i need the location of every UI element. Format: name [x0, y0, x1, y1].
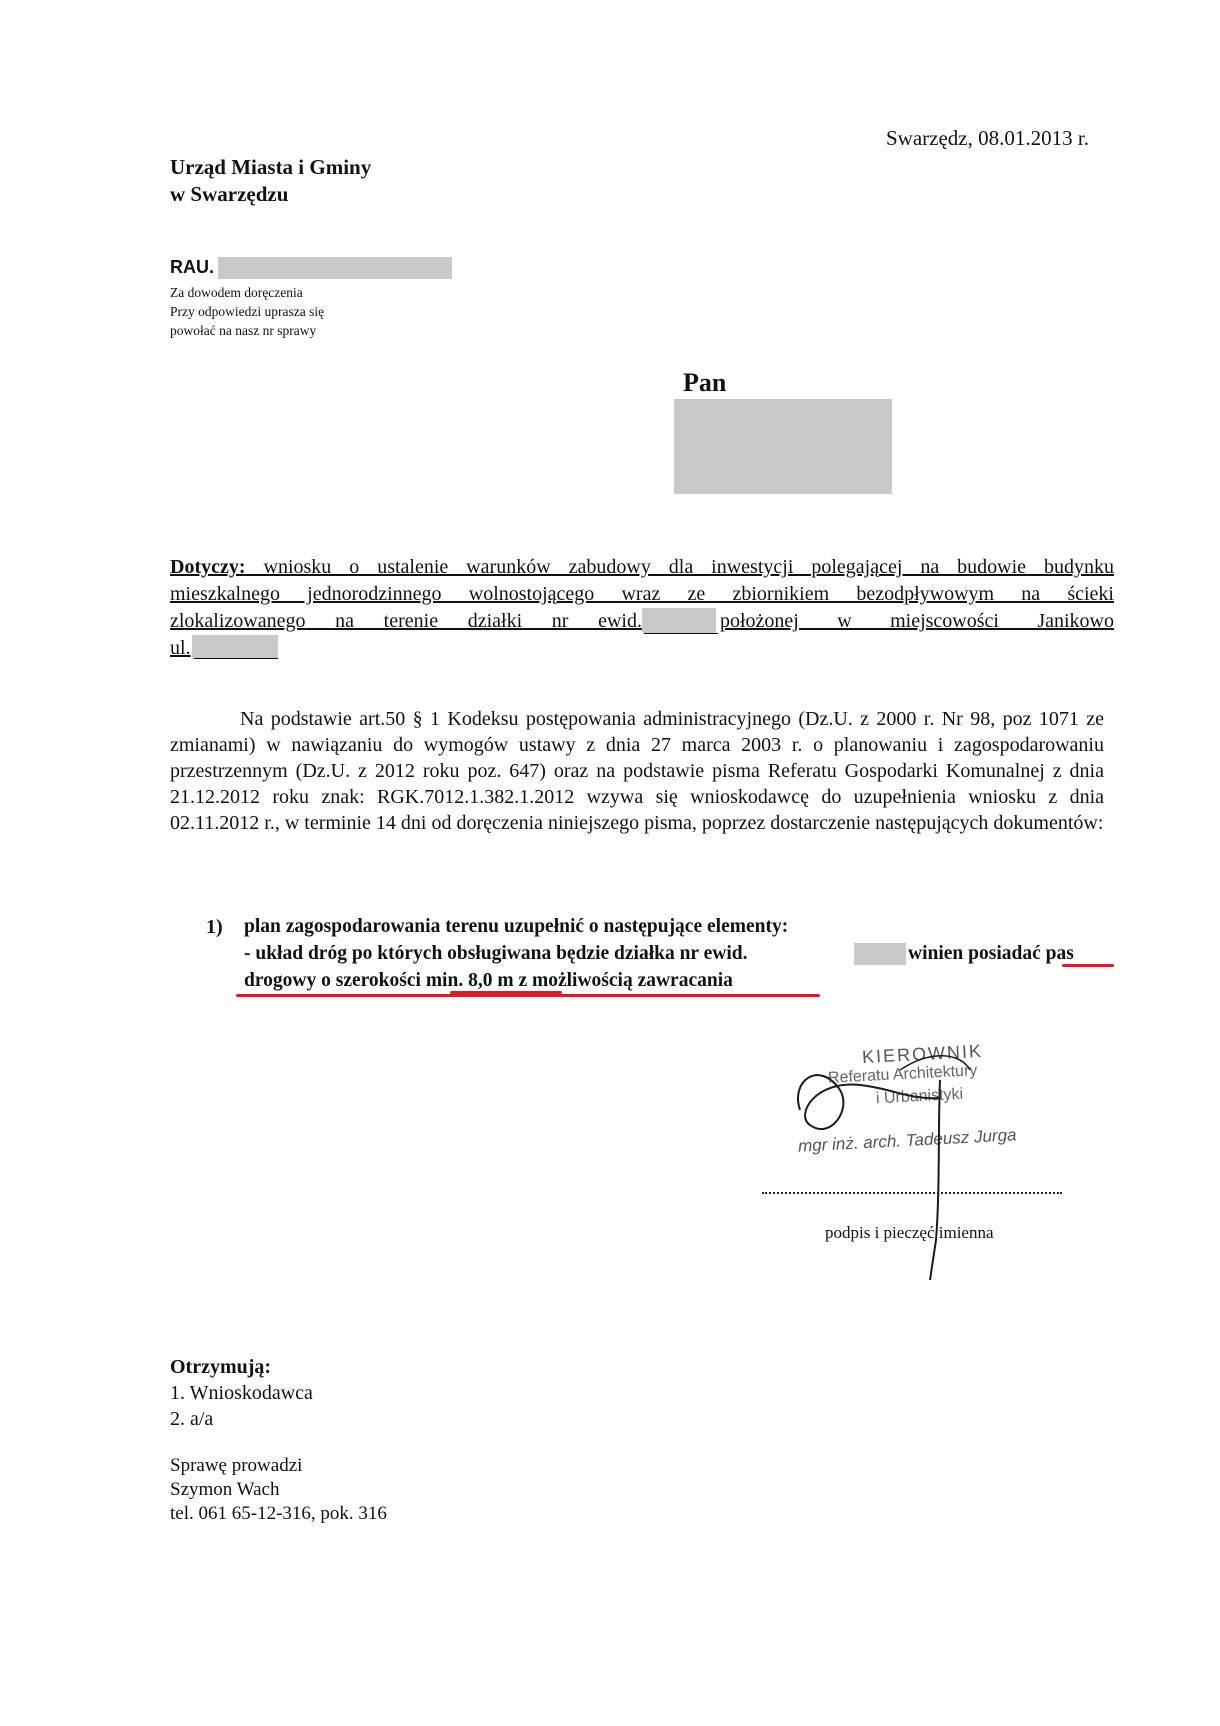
office-city: w Swarzędzu — [170, 182, 289, 206]
requirement-line-2b: winien posiadać pas — [908, 943, 1074, 964]
handler-phone: tel. 061 65-12-316, pok. 316 — [170, 1503, 387, 1524]
stamp-officer-name: mgr inż. arch. Tadeusz Jurga — [797, 1125, 1017, 1156]
handler-name: Szymon Wach — [170, 1479, 280, 1500]
reply-note: Przy odpowiedzi uprasza się — [170, 304, 325, 319]
subject-line-1: Dotyczy: wniosku o ustalenie warunków zabudowy dla inwestycji polegającej na budowie budynku — [170, 556, 1115, 578]
delivery-notes — [170, 283, 324, 340]
stamp-department: Referatu Architektury — [827, 1062, 978, 1087]
subject-line-3b: położonej w miejscowości Janikowo — [720, 610, 1114, 632]
handwritten-signature — [790, 1040, 1090, 1280]
recipient-item: 1. Wnioskodawca — [170, 1382, 313, 1404]
case-number-prefix: RAU. — [170, 257, 214, 277]
red-underline-marker — [236, 994, 820, 997]
red-underline-marker — [450, 991, 562, 994]
subject-label: Dotyczy: — [170, 556, 246, 578]
red-underline-marker — [1062, 964, 1114, 967]
signature-caption: podpis i pieczęć imienna — [825, 1223, 994, 1242]
reference-note: powołać na nasz nr sprawy — [170, 323, 317, 338]
document-date: Swarzędz, 08.01.2013 r. — [886, 126, 1089, 150]
recipients-list — [170, 1354, 313, 1432]
addressee-salutation: Pan — [683, 368, 727, 397]
parcel-number-redaction — [642, 608, 716, 633]
signature-line — [762, 1192, 1062, 1194]
requirement-line-1: plan zagospodarowania terenu uzupełnić o następujące elementy: — [244, 916, 789, 937]
handler-label: Sprawę prowadzi — [170, 1455, 303, 1476]
requirement-number: 1) — [206, 916, 223, 938]
body-paragraph: Na podstawie art.50 § 1 Kodeksu postępowania administracyjnego (Dz.U. z 2000 r. Nr 98, poz 1071 ze zmianami) w nawiązaniu do wymogów ustawy z dnia 27 marca 2003 r. o planowaniu i zagospodarowaniu przestrzennym (Dz.U. z 2012 roku poz. 647) oraz na podstawie pisma Referatu Gospodarki Komunalnej z dnia 21.12.2012 roku znak: RGK.7012.1.382.1.2012 wzywa się wnioskodawcę do uzupełnienia wniosku z dnia 02.11.2012 r., w terminie 14 dni od doręczenia niniejszego pisma, poprzez dostarczenie następujących dokumentów: — [170, 708, 1104, 834]
street-redaction — [192, 635, 278, 659]
case-handler — [170, 1454, 387, 1526]
requirement-line-2a: - układ dróg po których obsługiwana będzie działka nr ewid. — [244, 943, 748, 964]
subject-line-2: mieszkalnego jednorodzinnego wolnostojącego wraz ze zbiornikiem bezodpływowym na ścieki — [170, 583, 1114, 605]
requirement-line-3: drogowy o szerokości min. 8,0 m z możliwością zawracania — [244, 970, 733, 991]
case-number-redaction — [218, 257, 452, 279]
addressee-redaction — [674, 399, 892, 494]
stamp-department-2: i Urbanistyki — [875, 1085, 964, 1108]
requirement-parcel-redaction — [854, 943, 906, 965]
subject-line-4: ul. — [170, 637, 191, 659]
subject-line-3a: zlokalizowanego na terenie działki nr ewid. — [170, 610, 642, 632]
stamp-title: KIEROWNIK — [861, 1040, 984, 1068]
office-name: Urząd Miasta i Gminy — [170, 155, 372, 179]
issuing-office — [170, 154, 371, 208]
delivery-note: Za dowodem doręczenia — [170, 285, 303, 300]
recipient-item: 2. a/a — [170, 1408, 214, 1430]
recipients-heading: Otrzymują: — [170, 1356, 272, 1378]
